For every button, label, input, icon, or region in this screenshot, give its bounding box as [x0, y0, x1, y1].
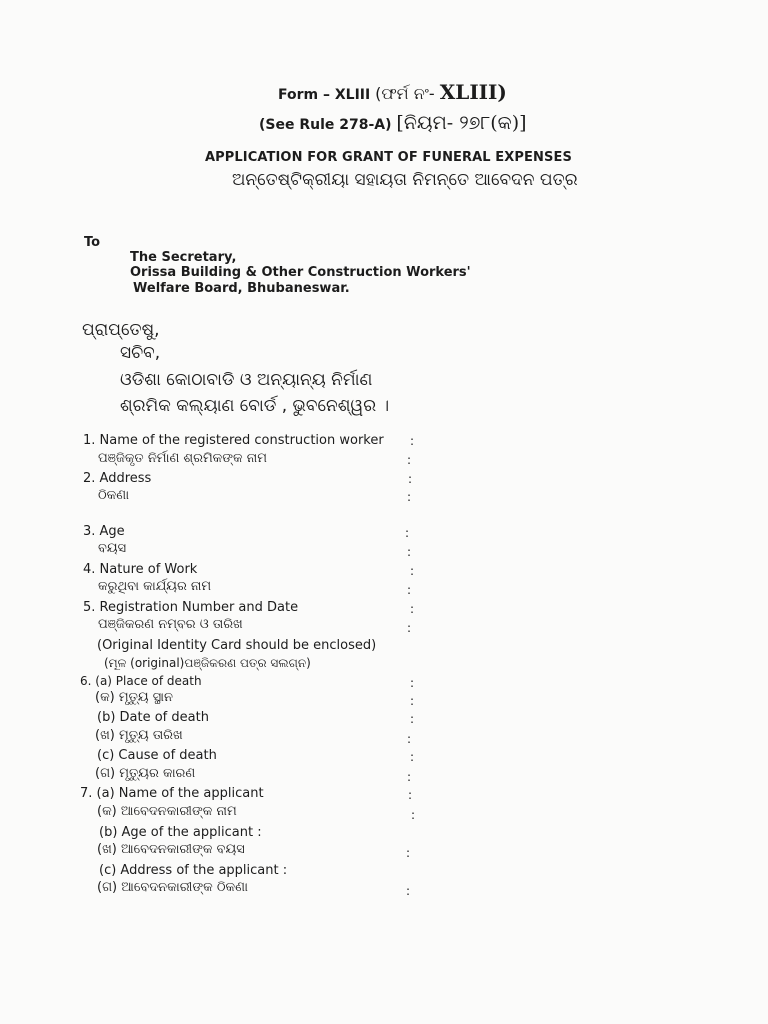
colon: : — [410, 564, 415, 578]
field-date-of-death-label: (b) Date of death — [97, 710, 209, 725]
colon: : — [405, 526, 410, 540]
addressee-odia-line-4: ଶ୍ରମିକ କଲ୍ୟାଣ ବୋର୍ଡ , ଭୁବନେଶ୍ୱର । — [120, 396, 390, 416]
field-age-label: 3. Age — [83, 524, 125, 539]
rule-reference-en: (See Rule 278-A) — [259, 117, 392, 133]
field-applicant-age-label-odia: (ଖ) ଆବେଦନକାରୀଙ୍କ ବୟସ — [97, 842, 245, 857]
colon: : — [407, 545, 412, 559]
field-place-of-death-label: 6. (a) Place of death — [80, 674, 202, 688]
field-worker-name-label: 1. Name of the registered construction worker — [83, 433, 384, 448]
colon: : — [410, 750, 415, 764]
field-cause-of-death-label-odia: (ଗ) ମୃତ୍ୟୁର କାରଣ — [95, 766, 196, 781]
colon: : — [407, 490, 412, 504]
field-nature-of-work-label-odia: କରୁଥିବା କାର୍ଯ୍ୟର ନାମ — [98, 579, 212, 594]
colon: : — [410, 676, 415, 690]
colon: : — [407, 732, 412, 746]
field-cause-of-death-label: (c) Cause of death — [97, 748, 217, 763]
colon: : — [408, 472, 413, 486]
colon: : — [410, 694, 415, 708]
colon: : — [410, 712, 415, 726]
field-applicant-address-label: (c) Address of the applicant : — [99, 863, 288, 878]
colon: : — [411, 808, 416, 822]
colon: : — [407, 621, 412, 635]
rule-reference — [259, 112, 527, 134]
rule-reference-or: [ନିୟମ- ୨୭୮(କ)] — [396, 112, 527, 134]
addressee-odia-line-3: ଓଡିଶା କୋଠାବାଡି ଓ ଅନ୍ୟାନ୍ୟ ନିର୍ମାଣ — [120, 370, 373, 390]
field-registration-label-odia: ପଞ୍ଜିକରଣ ନମ୍ବର ଓ ତାରିଖ — [98, 617, 243, 632]
colon: : — [407, 583, 412, 597]
addressee-odia-line-1: ପ୍ରାପ୍ତେଷୁ, — [82, 320, 160, 340]
addressee-odia-line-2: ସଚିବ, — [120, 343, 161, 363]
field-nature-of-work-label: 4. Nature of Work — [83, 562, 198, 577]
field-address-label-odia: ଠିକଣା — [98, 488, 130, 503]
form-number-roman: XLIII) — [439, 80, 507, 104]
form-number — [278, 80, 507, 104]
field-applicant-age-label: (b) Age of the applicant : — [99, 825, 262, 840]
colon: : — [410, 434, 415, 448]
to-label: To — [84, 235, 101, 250]
field-date-of-death-label-odia: (ଖ) ମୃତ୍ୟୁ ତାରିଖ — [95, 728, 183, 743]
colon: : — [406, 846, 411, 860]
form-number-or: (ଫର୍ମ ନଂ- — [375, 84, 440, 103]
field-applicant-name-label-odia: (କ) ଆବେଦନକାରୀଙ୍କ ନାମ — [97, 804, 237, 819]
page-title-odia: ଅନ୍ତେଷ୍ଟିକ୍ରୀୟା ସହାୟତା ନିମନ୍ତେ ଆବେଦନ ପତ୍ର — [232, 170, 578, 190]
field-place-of-death-label-odia: (କ) ମୃତ୍ୟୁ ସ୍ଥାନ — [95, 690, 173, 705]
colon: : — [410, 602, 415, 616]
field-applicant-address-label-odia: (ଗ) ଆବେଦନକାରୀଙ୍କ ଠିକଣା — [97, 880, 248, 895]
addressee-line-1: The Secretary, — [130, 250, 237, 265]
field-worker-name-label-odia: ପଞ୍ଜିକୃତ ନିର୍ମାଣ ଶ୍ରମିକଙ୍କ ନାମ — [98, 451, 267, 466]
addressee-line-2: Orissa Building & Other Construction Workers' — [130, 265, 471, 280]
field-registration-label: 5. Registration Number and Date — [83, 600, 299, 615]
colon: : — [408, 788, 413, 802]
form-number-en: Form – XLIII — [278, 87, 371, 103]
colon: : — [406, 884, 411, 898]
registration-note-odia: (ମୂଳ (original)ପଞ୍ଜିକରଣ ପତ୍ର ସଲଗ୍ନ) — [104, 656, 311, 670]
field-applicant-name-label: 7. (a) Name of the applicant — [80, 786, 264, 801]
page-title: APPLICATION FOR GRANT OF FUNERAL EXPENSES — [205, 150, 572, 165]
addressee-line-3: Welfare Board, Bhubaneswar. — [133, 281, 350, 296]
colon: : — [407, 453, 412, 467]
field-address-label: 2. Address — [83, 471, 152, 486]
registration-note: (Original Identity Card should be enclosed) — [97, 638, 377, 653]
colon: : — [407, 770, 412, 784]
field-age-label-odia: ବୟସ — [98, 541, 127, 556]
